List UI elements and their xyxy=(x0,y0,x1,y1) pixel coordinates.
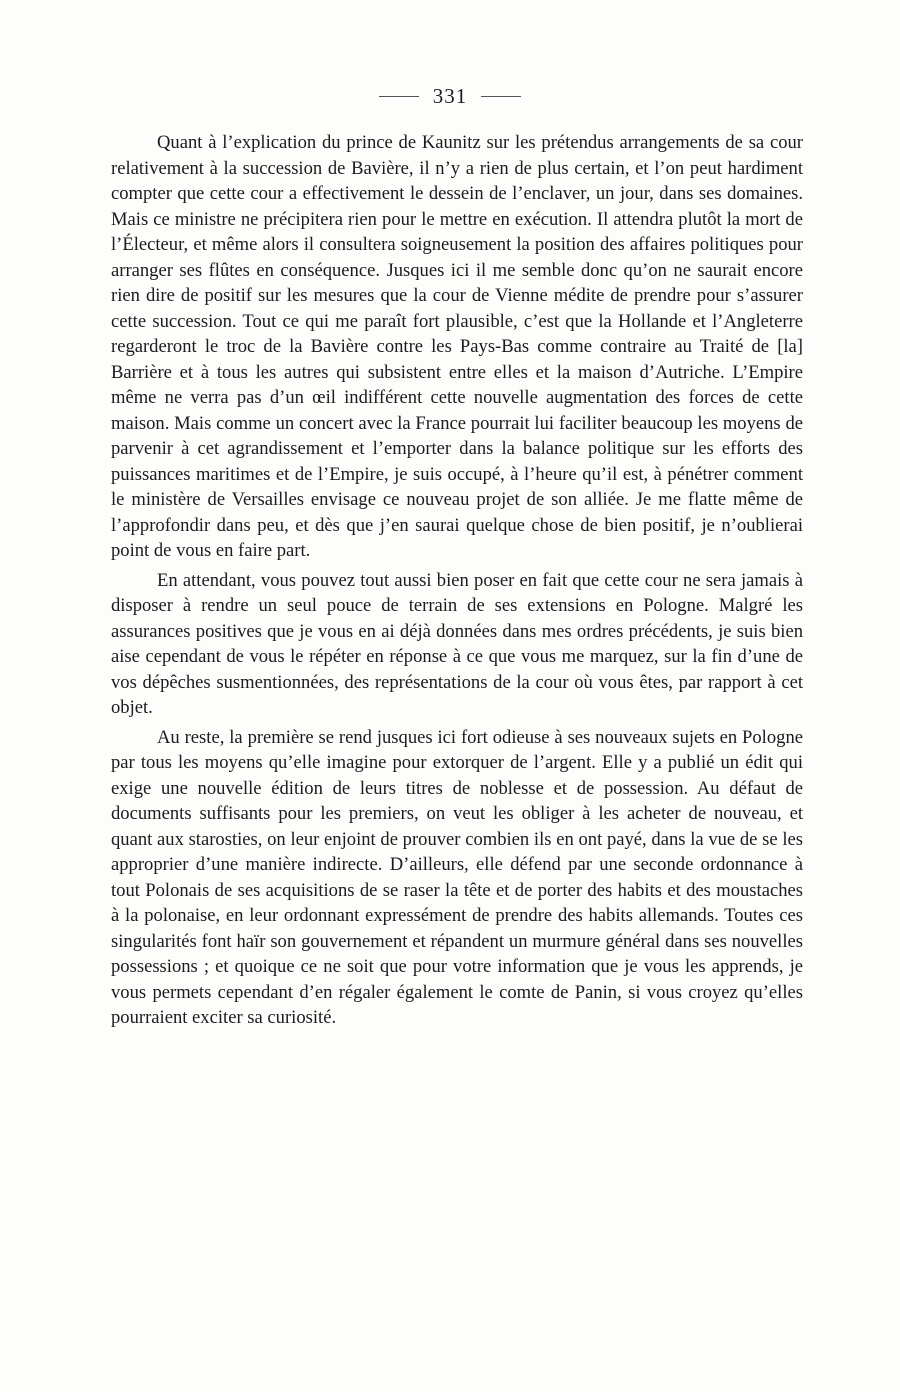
body-text xyxy=(111,130,803,1031)
page-header xyxy=(0,84,900,109)
page-number: 331 xyxy=(432,84,468,108)
header-rule-right xyxy=(481,96,521,97)
paragraph: Au reste, la première se rend jusques ici fort odieuse à ses nouveaux sujets en Pologne par tous les moyens qu’elle imagine pour extorquer de l’argent. Elle y a publié un édit qui exige une nouvelle édition de leurs titres de noblesse et de possession. Au défaut de documents suffisants pour les premiers, on veut les obliger à les acheter de nouveau, et quant aux starosties, on leur enjoint de prouver combien ils en ont payé, dans la vue de se les approprier d’une manière indirecte. D’ailleurs, elle défend par une seconde ordonnance à tout Polonais de ses acquisitions de se raser la tête et de porter des habits et des moustaches à la polonaise, en leur ordonnant expressément de prendre des habits allemands. Toutes ces singularités font haïr son gouvernement et répandent un murmure général dans ses nouvelles possessions ; et quoique ce ne soit que pour votre information que je vous les apprends, je vous permets cependant d’en régaler également le comte de Panin, si vous croyez qu’elles pourraient exciter sa curiosité. xyxy=(111,726,803,1028)
paragraph: Quant à l’explication du prince de Kaunitz sur les prétendus arrangements de sa cour relativement à la succession de Bavière, il n’y a rien de plus certain, et l’on peut hardiment compter que cette cour a effectivement le dessein de l’enclaver, un jour, dans ses domaines. Mais ce ministre ne précipitera rien pour le mettre en exécution. Il attendra plutôt la mort de l’Électeur, et même alors il consultera soigneusement la position des affaires politiques pour arranger ses flûtes en conséquence. Jusques ici il me semble donc qu’on ne saurait encore rien dire de positif sur les mesures que la cour de Vienne médite de prendre pour s’assurer cette succession. Tout ce qui me paraît fort plausible, c’est que la Hollande et l’Angleterre regarderont le troc de la Bavière contre les Pays-Bas comme contraire au Traité de [la] Barrière et à tous les autres qui subsistent entre elles et la maison d’Autriche. L’Empire même ne verra pas d’un œil indifférent cette nouvelle augmentation des forces de cette maison. Mais comme un concert avec la France pourrait lui faciliter beaucoup les moyens de parvenir à cet agrandissement et l’emporter dans la balance politique sur les efforts des puissances maritimes et de l’Empire, je suis occupé, à l’heure qu’il est, à pénétrer comment le ministère de Versailles envisage ce nouveau projet de son alliée. Je me flatte même de l’approfondir dans peu, et dès que j’en saurai quelque chose de bien positif, je n’oublierai point de vous en faire part. xyxy=(111,132,803,561)
header-rule-left xyxy=(379,96,419,97)
paragraph: En attendant, vous pouvez tout aussi bien poser en fait que cette cour ne sera jamais à disposer à rendre un seul pouce de terrain de ses extensions en Pologne. Malgré les assurances positives que je vous en ai déjà données dans mes ordres précédents, je suis bien aise cependant de vous le répéter en réponse à ce que vous me marquez, sur la fin d’une de vos dépêches susmentionnées, des représentations de la cour où vous êtes, par rapport à cet objet. xyxy=(111,569,803,718)
